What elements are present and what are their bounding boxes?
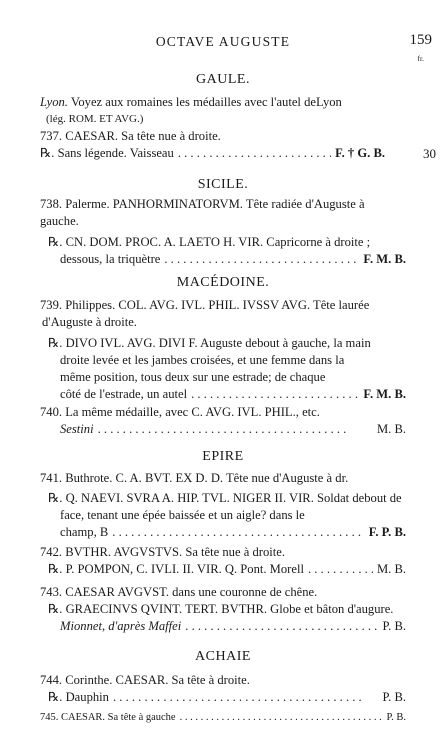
dot-leader xyxy=(113,689,379,706)
reverse-text: droite levée et les jambes croisées, et une femme dans la xyxy=(60,353,345,367)
price-grade: M. B. xyxy=(376,562,406,576)
price-grade: F. M. B. xyxy=(363,252,406,266)
reverse-text: ℞. P. POMPON, C. IVLI. II. VIR. Q. Pont. Morell xyxy=(48,562,304,576)
entry-text: 742. BVTHR. AVGVSTVS. Sa tête nue à droite. xyxy=(40,545,285,559)
price-grade: F. P. B. xyxy=(368,525,406,539)
dot-leader xyxy=(180,709,383,726)
entry-text: 745. CAESAR. Sa tête à gauche xyxy=(40,712,176,723)
reverse-text: côté de l'estrade, un autel xyxy=(60,387,188,401)
section-heading-gaule: GAULE. xyxy=(196,72,250,87)
running-head: OCTAVE AUGUSTE xyxy=(155,34,291,49)
entry-text: 741. Buthrote. C. A. BVT. EX D. D. Tête nue d'Auguste à dr. xyxy=(40,471,349,485)
section-heading-epire: EPIRE xyxy=(202,449,244,464)
folio-note: fr. xyxy=(417,54,424,63)
price-grade: P. B. xyxy=(382,619,406,633)
page-number: 159 xyxy=(409,32,432,48)
entry-text: Voyez aux romaines les médailles avec l'autel deLyon xyxy=(70,95,342,109)
entry-text: 737. CAESAR. Sa tête nue à droite. xyxy=(40,129,221,143)
dot-leader xyxy=(185,618,378,635)
dot-leader xyxy=(164,251,359,268)
reverse-text: ℞. Sans légende. Vaisseau xyxy=(40,146,174,160)
reverse-text: dessous, la triquètre xyxy=(60,252,161,266)
reverse-text: ℞. CN. DOM. PROC. A. LAETO H. VIR. Capricorne à droite ; xyxy=(48,235,371,249)
price-grade: P. B. xyxy=(386,712,406,723)
reverse-text: ℞. Dauphin xyxy=(48,690,109,704)
place-name: Lyon. xyxy=(40,95,68,109)
price-grade: P. B. xyxy=(382,690,406,704)
entry-text: 744. Corinthe. CAESAR. Sa tête à droite. xyxy=(40,673,250,687)
reverse-text: ℞. Q. NAEVI. SVRA A. HIP. TVL. NIGER II. VIR. Soldat debout de xyxy=(48,491,402,505)
entry-text: 743. CAESAR AVGVST. dans une couronne de chêne. xyxy=(40,585,318,599)
reverse-text: ℞. GRAECINVS QVINT. TERT. BVTHR. Globe et bâton d'augure. xyxy=(48,602,394,616)
reverse-text: champ, B xyxy=(60,525,109,539)
price-grade: F. † G. B. xyxy=(335,146,385,160)
entry-text: 738. Palerme. PANHORMINATORVM. Tête radiée d'Auguste à xyxy=(40,197,365,211)
entry-743 xyxy=(40,584,406,635)
price-value: 30 xyxy=(423,146,436,161)
section-heading-achaie: ACHAIE xyxy=(195,649,251,664)
dot-leader xyxy=(98,421,373,438)
author-name: Sestini xyxy=(60,422,94,436)
dot-leader xyxy=(191,386,359,403)
section-heading-sicile: SICILE. xyxy=(197,177,249,192)
price-grade: F. M. B. xyxy=(363,387,406,401)
entry-741 xyxy=(40,470,406,541)
entry-744 xyxy=(40,672,406,706)
entry-739 xyxy=(40,297,406,403)
price-grade: M. B. xyxy=(376,422,406,436)
entry-text: gauche. xyxy=(40,214,79,228)
reverse-text: même position, tous deux sur une estrade; de chaque xyxy=(60,370,326,384)
entry-738 xyxy=(40,196,406,268)
section-heading-macedoine: MACÉDOINE. xyxy=(176,275,270,290)
author-name: Mionnet, d'après Maffei xyxy=(60,619,182,633)
reverse-text: face, tenant une épée baissée et un aigle? dans le xyxy=(60,508,305,522)
dot-leader xyxy=(178,145,331,162)
entry-745 xyxy=(40,709,406,726)
entry-text: 740. La même médaille, avec C. AVG. IVL. PHIL., etc. xyxy=(40,405,320,419)
entry-742 xyxy=(40,544,406,578)
dot-leader xyxy=(112,524,365,541)
entry-lyon xyxy=(40,94,406,128)
entry-text: 739. Philippes. COL. AVG. IVL. PHIL. IVSSV AVG. Tête laurée xyxy=(40,298,370,312)
entry-text: d'Auguste à droite. xyxy=(42,315,137,329)
reverse-text: ℞. DIVO IVL. AVG. DIVI F. Auguste debout à gauche, la main xyxy=(48,336,371,350)
entry-text: (lég. ROM. ET AVG.) xyxy=(46,113,144,125)
entry-737 xyxy=(40,128,406,162)
entry-740 xyxy=(40,404,406,438)
dot-leader xyxy=(308,561,373,578)
